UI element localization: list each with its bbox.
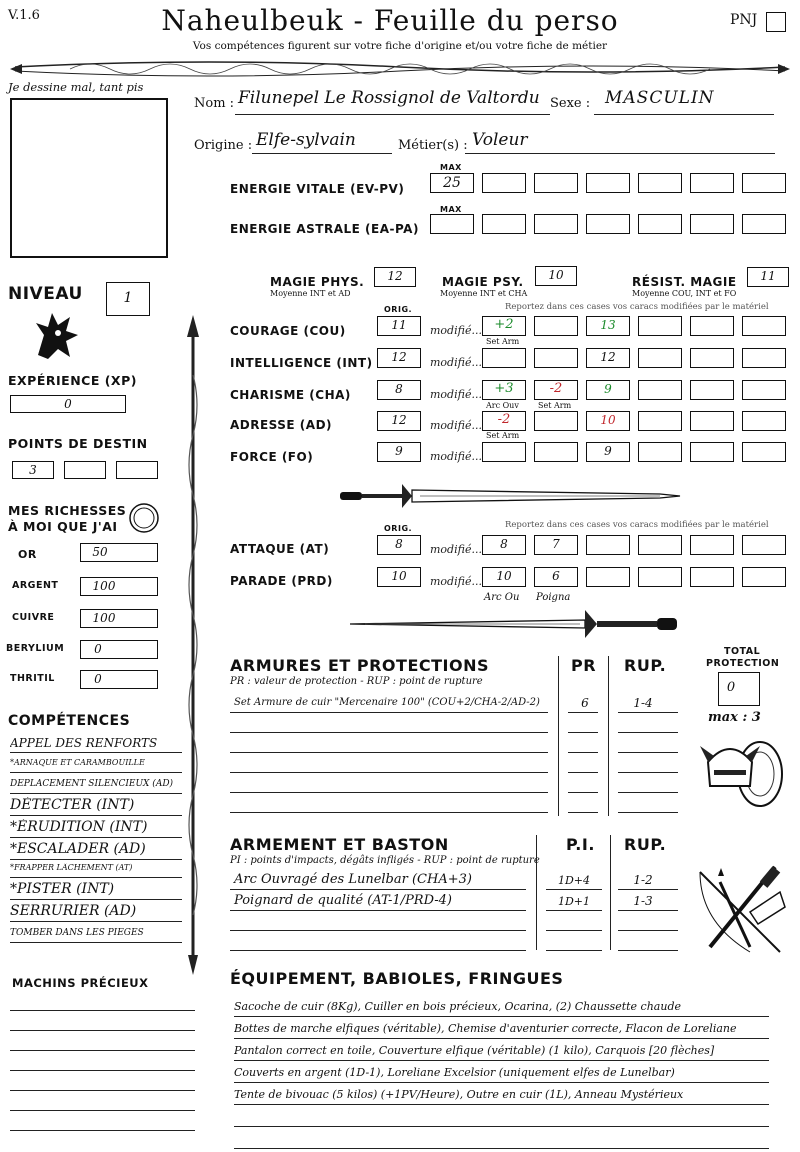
carac-note: Reportez dans ces cases vos caracs modifiées par le matériel — [505, 302, 769, 312]
carac-final-value: 10 — [600, 413, 616, 427]
nom-label: Nom : — [194, 96, 235, 111]
ea-box[interactable] — [482, 214, 526, 234]
armure-item-pr[interactable]: 6 — [581, 696, 589, 710]
total-protection-value: 0 — [726, 680, 736, 695]
carac-orig-value: 12 — [391, 413, 407, 427]
portrait-caption: Je dessine mal, tant pis — [8, 80, 144, 94]
total-protection-label-1: TOTAL — [724, 646, 761, 657]
carac-mod-note: Set Arm — [538, 401, 572, 410]
combat-box[interactable] — [742, 535, 786, 555]
page-subtitle: Vos compétences figurent sur votre fiche d'origine et/ou votre fiche de métier — [192, 40, 608, 52]
carac-mod-box[interactable] — [534, 316, 578, 336]
argent-value: 100 — [92, 579, 116, 593]
equipement-item[interactable] — [234, 1129, 769, 1149]
or-label: OR — [18, 548, 37, 561]
carac-mod-box[interactable] — [534, 348, 578, 368]
carac-box[interactable] — [638, 348, 682, 368]
combat-orig-label: ORIG. — [384, 524, 413, 533]
ev-box[interactable] — [534, 173, 578, 193]
carac-box[interactable] — [690, 316, 734, 336]
destin-box-2[interactable] — [64, 461, 106, 479]
combat-box[interactable] — [742, 567, 786, 587]
magie-psy-label: MAGIE PSY. — [442, 275, 524, 289]
competence-item[interactable]: APPEL DES RENFORTS — [10, 736, 182, 753]
carac-box[interactable] — [690, 442, 734, 462]
carac-mod-box[interactable] — [534, 442, 578, 462]
competence-item[interactable]: SERRURIER (AD) — [10, 903, 182, 922]
carac-mod-box[interactable] — [482, 442, 526, 462]
armement-col-pi: P.I. — [566, 835, 595, 854]
carac-box[interactable] — [690, 348, 734, 368]
equipement-item[interactable]: Bottes de marche elfiques (véritable), Chemise d'aventurier correcte, Flacon de Loreliane — [234, 1019, 769, 1039]
pnj-label: PNJ — [730, 12, 758, 28]
equipement-item[interactable]: Sacoche de cuir (8Kg), Cuiller en bois précieux, Ocarina, (2) Chaussette chaude — [234, 997, 769, 1017]
carac-box[interactable] — [638, 411, 682, 431]
carac-box[interactable] — [742, 348, 786, 368]
resist-magie-sub: Moyenne COU, INT et FO — [632, 289, 737, 298]
competence-item[interactable]: *FRAPPER LÂCHEMENT (AT) — [10, 863, 182, 878]
sword-icon — [345, 606, 690, 642]
ea-box[interactable] — [742, 214, 786, 234]
combat-box[interactable] — [638, 535, 682, 555]
helmet-shield-icon — [700, 726, 790, 812]
combat-orig-value: 8 — [395, 537, 403, 551]
resist-magie-value: 11 — [760, 269, 776, 283]
carac-label: ADRESSE (AD) — [230, 418, 333, 432]
carac-box[interactable] — [638, 316, 682, 336]
argent-label: ARGENT — [12, 580, 59, 591]
ea-box-max[interactable] — [430, 214, 474, 234]
destin-label: POINTS DE DESTIN — [8, 436, 148, 451]
modifie-label: modifié... — [430, 575, 482, 588]
max-protection-label: max : 3 — [708, 710, 761, 725]
ev-label: ENERGIE VITALE (EV-PV) — [230, 182, 405, 196]
ea-box[interactable] — [534, 214, 578, 234]
niveau-label: NIVEAU — [8, 284, 83, 304]
carac-box[interactable] — [742, 316, 786, 336]
ev-box[interactable] — [638, 173, 682, 193]
competences-label: COMPÉTENCES — [8, 713, 131, 729]
version-label: V.1.6 — [8, 8, 40, 23]
combat-box[interactable] — [690, 567, 734, 587]
modifie-label: modifié... — [430, 543, 482, 556]
ev-max-label: MAX — [440, 163, 462, 172]
magie-phys-label: MAGIE PHYS. — [270, 275, 365, 289]
carac-orig-value: 11 — [391, 318, 407, 332]
ev-value: 25 — [443, 175, 461, 191]
carac-box[interactable] — [638, 380, 682, 400]
carac-box[interactable] — [742, 380, 786, 400]
arme-item-name[interactable]: Poignard de qualité (AT-1/PRD-4) — [234, 893, 452, 908]
carac-mod-box[interactable] — [534, 411, 578, 431]
combat-value: 6 — [552, 569, 560, 583]
combat-box[interactable] — [586, 567, 630, 587]
carac-orig-label: ORIG. — [384, 305, 413, 314]
carac-label: COURAGE (COU) — [230, 324, 346, 338]
combat-col-note: Arc Ou — [484, 592, 520, 603]
carac-mod-value: +2 — [494, 317, 514, 332]
equipement-item[interactable]: Couverts en argent (1D-1), Loreliane Excelsior (uniquement elfes de Lunelbar) — [234, 1063, 769, 1083]
modifie-label: modifié... — [430, 388, 482, 401]
arme-item-rup[interactable]: 1-2 — [633, 873, 653, 887]
modifie-label: modifié... — [430, 450, 482, 463]
arme-item-name[interactable]: Arc Ouvragé des Lunelbar (CHA+3) — [234, 872, 472, 887]
magie-psy-sub: Moyenne INT et CHA — [440, 289, 528, 298]
magie-phys-sub: Moyenne INT et AD — [270, 289, 351, 298]
richesses-label-2: À MOI QUE J'AI — [8, 519, 118, 534]
armement-sub: PI : points d'impacts, dégâts infligés - RUP : point de rupture — [230, 855, 540, 866]
competence-item[interactable]: *ARNAQUE ET CARAMBOUILLE — [10, 758, 182, 773]
xp-label: EXPÉRIENCE (XP) — [8, 373, 137, 388]
carac-orig-value: 8 — [395, 382, 403, 396]
berylium-value: 0 — [94, 642, 102, 656]
equipement-item[interactable]: Pantalon correct en toile, Couverture elfique (véritable) (1 kilo), Carquois [20 flèches] — [234, 1041, 769, 1061]
carac-orig-value: 12 — [391, 350, 407, 364]
origine-value[interactable]: Elfe-sylvain — [256, 130, 356, 150]
equipement-item[interactable]: Tente de bivouac (5 kilos) (+1PV/Heure), Outre en cuir (1L), Anneau Mystérieux — [234, 1085, 769, 1105]
dragon-icon — [30, 305, 82, 363]
equipement-title: ÉQUIPEMENT, BABIOLES, FRINGUES — [230, 969, 564, 988]
combat-value: 10 — [496, 569, 512, 583]
nom-value[interactable]: Filunepel Le Rossignol de Valtordu — [238, 88, 540, 108]
berylium-label: BERYLIUM — [6, 643, 65, 654]
xp-value: 0 — [64, 397, 72, 411]
modifie-label: modifié... — [430, 356, 482, 369]
carac-mod-note: Set Arm — [486, 431, 520, 440]
armures-sub: PR : valeur de protection - RUP : point de rupture — [230, 676, 483, 687]
coin-icon — [128, 502, 160, 534]
armures-col-pr: PR — [571, 656, 597, 675]
machins-label: MACHINS PRÉCIEUX — [12, 976, 149, 990]
metier-label: Métier(s) : — [398, 138, 468, 153]
armement-col-rup: RUP. — [624, 835, 667, 854]
pnj-checkbox[interactable] — [766, 12, 786, 32]
thritil-value: 0 — [94, 672, 102, 686]
total-protection-label-2: PROTECTION — [706, 658, 780, 669]
carac-label: INTELLIGENCE (INT) — [230, 356, 373, 370]
carac-box[interactable] — [742, 411, 786, 431]
competence-item[interactable]: DÉTECTER (INT) — [10, 797, 182, 816]
carac-mod-note: Set Arm — [486, 337, 520, 346]
niveau-value: 1 — [123, 290, 133, 306]
carac-mod-value: -2 — [549, 381, 563, 396]
competence-item[interactable]: *ESCALADER (AD) — [10, 841, 182, 860]
ev-box[interactable] — [690, 173, 734, 193]
competence-item[interactable]: TOMBER DANS LES PIÈGES — [10, 928, 182, 943]
ea-max-label: MAX — [440, 205, 462, 214]
cuivre-value: 100 — [92, 611, 116, 625]
ea-box[interactable] — [690, 214, 734, 234]
ea-box[interactable] — [586, 214, 630, 234]
modifie-label: modifié... — [430, 419, 482, 432]
combat-value: 7 — [552, 537, 560, 551]
armure-item-rup[interactable]: 1-4 — [633, 696, 653, 710]
arme-item-pi[interactable]: 1D+4 — [557, 874, 591, 887]
competence-item[interactable]: DÉPLACEMENT SILENCIEUX (AD) — [10, 779, 182, 794]
combat-label: PARADE (PRD) — [230, 574, 333, 588]
resist-magie-label: RÉSIST. MAGIE — [632, 275, 737, 289]
combat-box[interactable] — [586, 535, 630, 555]
carac-final-value: 12 — [600, 350, 616, 364]
carac-box[interactable] — [690, 411, 734, 431]
weapons-icon — [690, 852, 790, 962]
ev-box[interactable] — [742, 173, 786, 193]
combat-col-note: Poigna — [536, 592, 571, 603]
sword-icon — [340, 478, 685, 514]
equipement-item[interactable] — [234, 1107, 769, 1127]
sexe-value[interactable]: MASCULIN — [605, 88, 715, 108]
armure-item-name[interactable]: Set Armure de cuir "Mercenaire 100" (COU+2/CHA-2/AD-2) — [234, 697, 540, 708]
armures-col-rup: RUP. — [624, 656, 667, 675]
combat-label: ATTAQUE (AT) — [230, 542, 330, 556]
ev-box[interactable] — [482, 173, 526, 193]
origine-label: Origine : — [194, 138, 253, 153]
combat-orig-value: 10 — [391, 569, 407, 583]
combat-box[interactable] — [638, 567, 682, 587]
destin-box-3[interactable] — [116, 461, 158, 479]
carac-orig-value: 9 — [395, 444, 403, 458]
portrait-frame[interactable] — [10, 98, 168, 258]
competence-item[interactable]: *ÉRUDITION (INT) — [10, 819, 182, 838]
ea-box[interactable] — [638, 214, 682, 234]
metier-value[interactable]: Voleur — [472, 130, 528, 150]
combat-note: Reportez dans ces cases vos caracs modifiées par le matériel — [505, 520, 769, 530]
carac-mod-value: +3 — [494, 381, 514, 396]
carac-final-value: 13 — [600, 318, 616, 332]
thritil-label: THRITIL — [10, 673, 55, 684]
combat-value: 8 — [500, 537, 508, 551]
cuivre-label: CUIVRE — [12, 612, 55, 623]
competence-item[interactable]: *PISTER (INT) — [10, 881, 182, 900]
page-title: Naheulbeuk - Feuille du perso — [161, 4, 619, 37]
arme-item-rup[interactable]: 1-3 — [633, 894, 653, 908]
destin-value: 3 — [29, 463, 37, 477]
carac-final-value: 9 — [604, 382, 612, 396]
ev-box[interactable] — [586, 173, 630, 193]
sexe-label: Sexe : — [550, 96, 591, 111]
or-value: 50 — [92, 545, 108, 559]
combat-box[interactable] — [690, 535, 734, 555]
carac-label: FORCE (FO) — [230, 450, 314, 464]
richesses-label-1: MES RICHESSES — [8, 503, 127, 518]
spear-icon — [180, 315, 206, 975]
carac-box[interactable] — [742, 442, 786, 462]
carac-mod-box[interactable] — [482, 348, 526, 368]
carac-box[interactable] — [638, 442, 682, 462]
carac-mod-note: Arc Ouv — [486, 401, 519, 410]
carac-final-value: 9 — [604, 444, 612, 458]
magie-phys-value: 12 — [387, 269, 403, 283]
armures-title: ARMURES ET PROTECTIONS — [230, 656, 489, 675]
magie-psy-value: 10 — [548, 268, 564, 282]
modifie-label: modifié... — [430, 324, 482, 337]
carac-box[interactable] — [690, 380, 734, 400]
arme-item-pi[interactable]: 1D+1 — [557, 895, 591, 908]
carac-mod-value: -2 — [497, 412, 511, 427]
armement-title: ARMEMENT ET BASTON — [230, 835, 449, 854]
ea-label: ENERGIE ASTRALE (EA-PA) — [230, 222, 419, 236]
carac-label: CHARISME (CHA) — [230, 388, 351, 402]
